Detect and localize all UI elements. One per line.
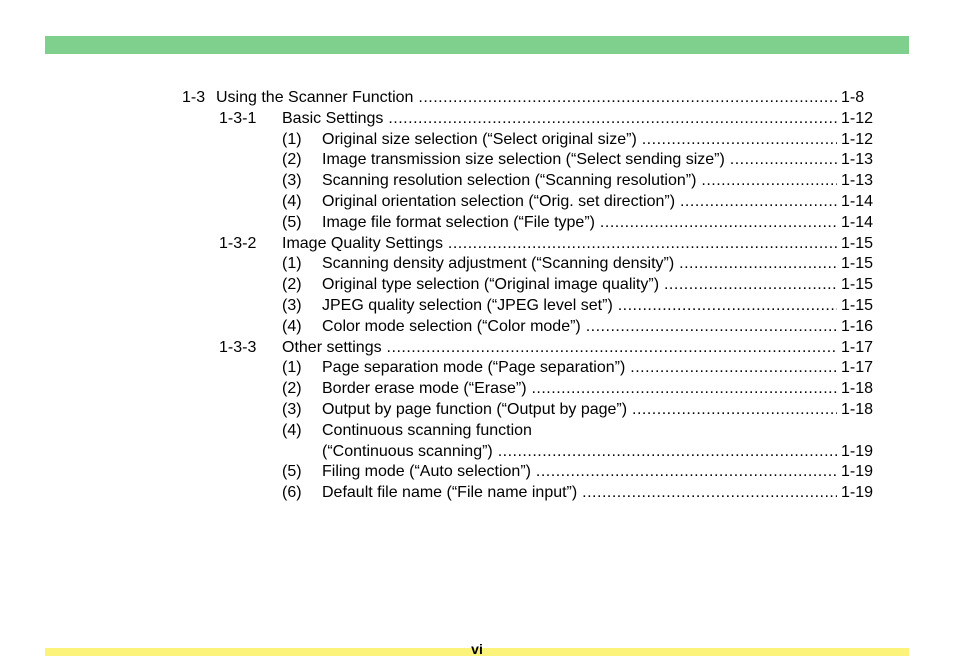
toc-entry-title: Color mode selection (“Color mode”) ..... [322,316,837,337]
toc-entry[interactable] [0,316,954,337]
toc-entry-page: 1-19 [841,442,874,460]
toc-entry[interactable] [0,87,954,108]
toc-entry[interactable] [0,337,954,358]
toc-entry-page: 1-14 [841,193,874,210]
toc-entry-page: 1-13 [841,172,874,190]
toc-entry-page: 1-17 [841,338,874,356]
toc-entry-page: 1-17 [841,359,874,377]
toc-entry-number: (1) [282,255,302,273]
toc-entry-number: (5) [282,213,302,231]
toc-entry-title: Output by page function (“Output by page”) ..... [322,399,837,420]
toc-entry-page: 1-8 [841,89,865,106]
toc-entry-page: 1-19 [841,484,874,502]
toc-entry-number: (3) [282,297,302,314]
toc-entry[interactable] [0,274,954,295]
toc-entry-number: (4) [282,421,302,439]
toc-entry-title: Basic Settings ..... [282,108,837,129]
toc-entry[interactable] [0,212,954,233]
toc-entry-title: Filing mode (“Auto selection”) ..... [322,461,837,482]
toc-entry-page: 1-12 [841,130,874,148]
toc-entry-number: (3) [282,401,302,418]
toc-entry-number: (2) [282,380,302,398]
toc-entry[interactable] [0,233,954,254]
toc-entry[interactable] [0,378,954,399]
toc-entry-page: 1-16 [841,317,874,335]
toc-entry-title: Other settings ..... [282,337,837,358]
toc-entry-page: 1-12 [841,109,874,127]
toc-entry[interactable] [0,170,954,191]
toc-entry-title: JPEG quality selection (“JPEG level set”) ..... [322,295,837,316]
page-number: vi [471,641,483,657]
toc-entry[interactable] [0,191,954,212]
toc-entry[interactable] [0,461,954,482]
toc-entry-number: (3) [282,172,302,190]
toc-entry-number: 1-3-3 [219,338,257,356]
toc-entry-number: (2) [282,151,302,169]
toc-entry-page: 1-15 [841,276,874,294]
toc-entry-number: (4) [282,193,302,210]
toc-entry-page: 1-19 [841,463,874,481]
toc-entry[interactable] [0,129,954,150]
toc-entry-page: 1-15 [841,255,874,273]
toc-entry-title: Continuous scanning function [322,421,532,439]
toc-entry-title: Page separation mode (“Page separation”) ..... [322,357,837,378]
toc-entry-title: Image transmission size selection (“Select sending size”) ..... [322,149,837,170]
toc-entry-title: Image file format selection (“File type”) ..... [322,212,837,233]
toc-entry[interactable] [0,149,954,170]
toc-entry-number: 1-3 [182,89,206,106]
toc-entry[interactable] [0,253,954,274]
toc-entry-page: 1-15 [841,234,874,252]
toc-entry-title: Original size selection (“Select original size”) ..... [322,129,837,150]
toc-entry[interactable] [0,441,954,462]
toc-entry[interactable] [0,399,954,420]
toc-entry-page: 1-13 [841,151,874,169]
toc-entry-title: Original type selection (“Original image quality”) ..... [322,274,837,295]
toc-entry-page: 1-18 [841,401,874,418]
toc-entry-title: Original orientation selection (“Orig. set direction”) ..... [322,191,837,212]
toc-entry-title: Using the Scanner Function ..... [216,87,837,108]
toc-entry-number: 1-3-1 [219,109,257,127]
toc-entry-page: 1-18 [841,380,874,398]
toc-entry-title: Border erase mode (“Erase”) ..... [322,378,837,399]
toc-entry-page: 1-14 [841,213,874,231]
toc-entry[interactable] [0,420,954,441]
toc-entry-title: Scanning resolution selection (“Scanning resolution”) ..... [322,170,837,191]
toc-entry[interactable] [0,357,954,378]
toc-entry-number: (6) [282,484,302,502]
toc-entry[interactable] [0,108,954,129]
toc-entry-number: (2) [282,276,302,294]
toc-entry-title: Scanning density adjustment (“Scanning density”) ..... [322,253,837,274]
toc-entry-page: 1-15 [841,297,874,314]
toc-entry-number: (1) [282,130,302,148]
toc-entry-title: Default file name (“File name input”) ..... [322,482,837,503]
toc-entry-title: (“Continuous scanning”) ..... [322,441,837,462]
toc-entry-number: (4) [282,317,302,335]
toc-entry-number: (1) [282,359,302,377]
header-bar [45,36,909,54]
toc-entry[interactable] [0,482,954,503]
toc-entry[interactable] [0,295,954,316]
toc-entry-number: 1-3-2 [219,234,257,252]
toc-entry-number: (5) [282,463,302,481]
toc-entry-title: Image Quality Settings ..... [282,233,837,254]
